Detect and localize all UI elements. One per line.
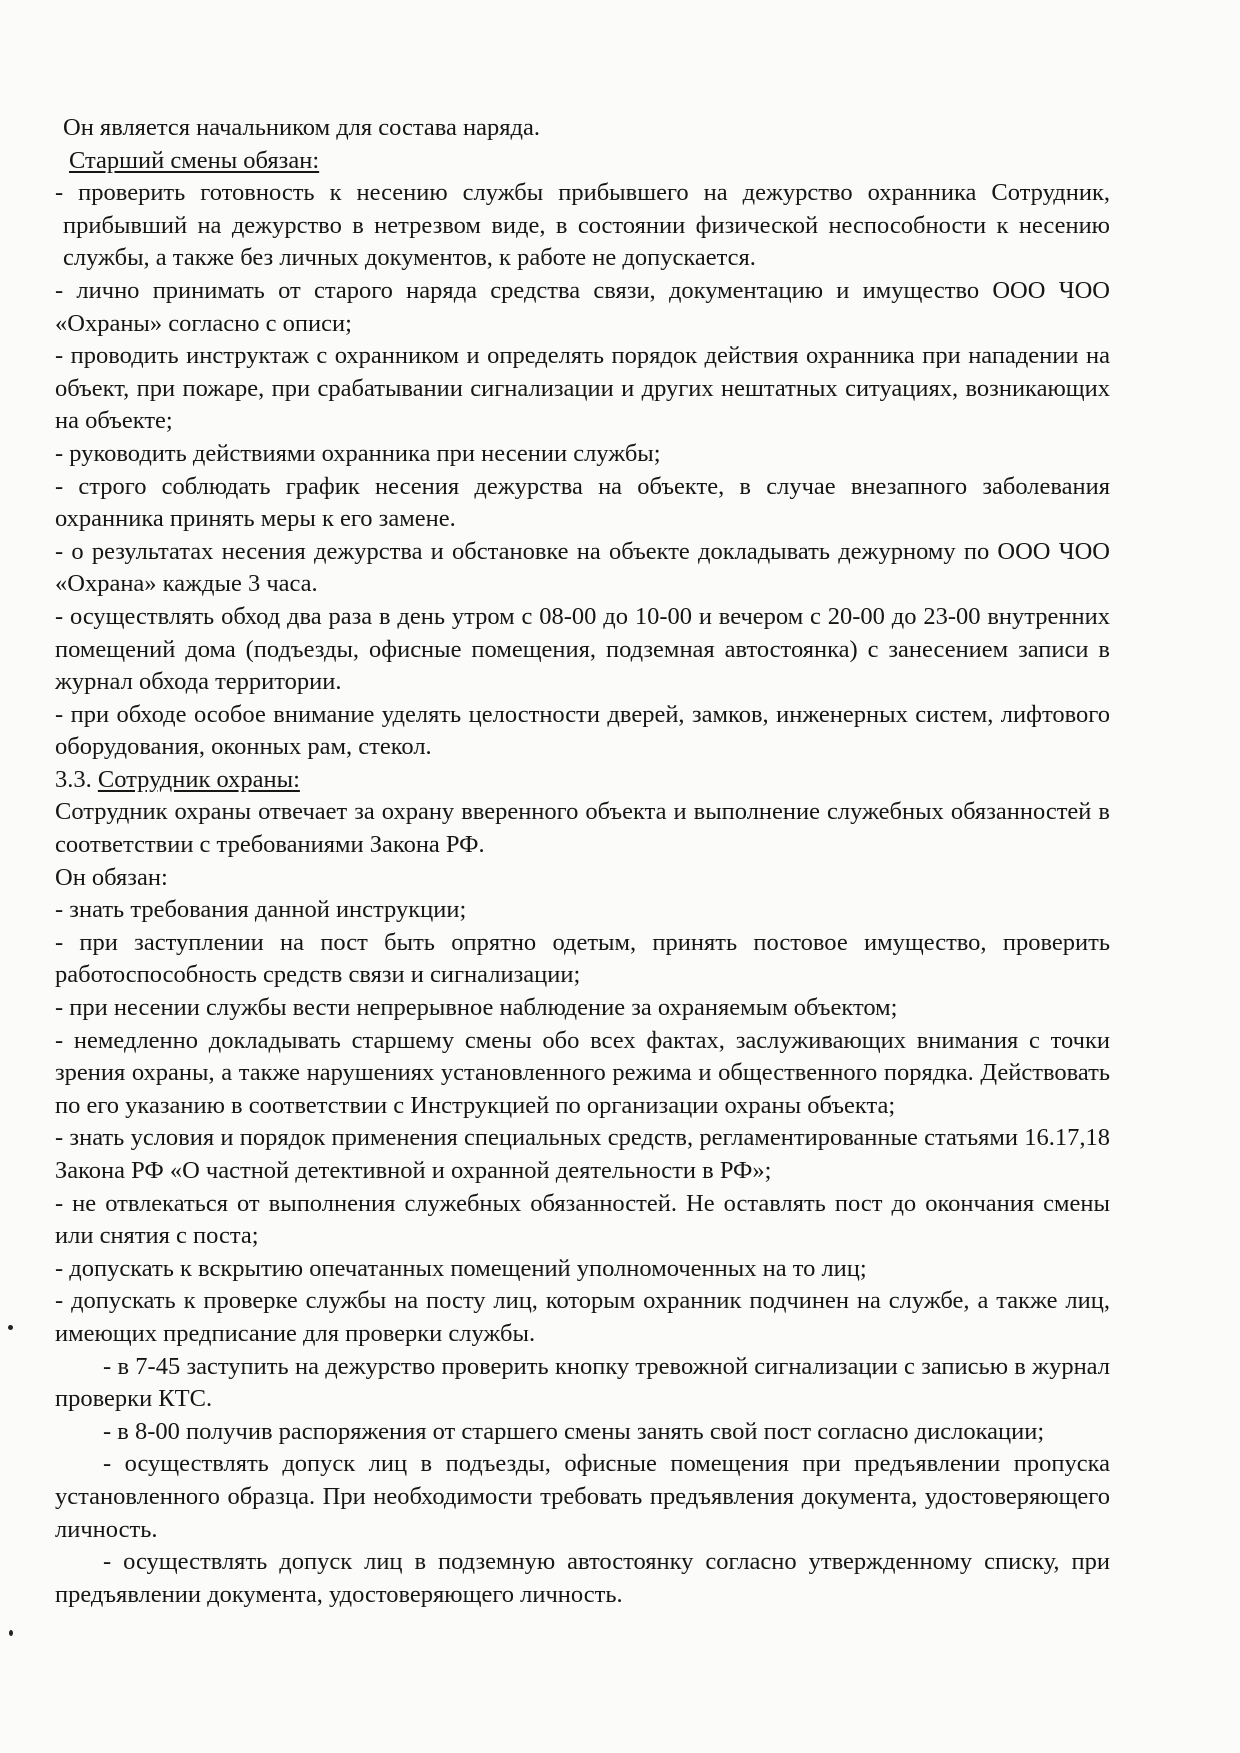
senior-duty-item: - проверить готовность к несению службы прибывшего на дежурство охранника Сотрудник, прибывший на дежурство в нетрезвом виде, в состоянии физической неспособности к несению службы, а также без личных документов, к работе не допускается. <box>55 179 1110 272</box>
senior-duty-item: - лично принимать от старого наряда средства связи, документацию и имущество ООО ЧОО «Охраны» согласно с описи; <box>55 276 1110 337</box>
guard-duty-item: - при несении службы вести непрерывное наблюдение за охраняемым объектом; <box>55 994 898 1022</box>
guard-duty-item: - немедленно докладывать старшему смены обо всех фактах, заслуживающих внимания с точки зрения охраны, а также нарушениях установленного режима и общественного порядка. Действовать по его указанию в соответствии с Инструкцией по организации охраны объекта; <box>55 1026 1110 1119</box>
schedule-duty-item: - осуществлять допуск лиц в подъезды, офисные помещения при предъявлении пропуска установленного образца. При необходимости требовать предъявления документа, удостоверяющего личность. <box>55 1450 1110 1543</box>
guard-duty-item: - при заступлении на пост быть опрятно одетым, принять постовое имущество, проверить работоспособность средств связи и сигнализации; <box>55 928 1110 989</box>
section-intro: Сотрудник охраны отвечает за охрану вверенного объекта и выполнение служебных обязанностей в соответствии с требованиями Закона РФ. <box>55 798 1110 859</box>
guard-duty-item: - знать условия и порядок применения специальных средств, регламентированные статьями 16.17,18 Закона РФ «О частной детективной и охранной деятельности в РФ»; <box>55 1124 1110 1184</box>
senior-shift-heading-text: Старший смены обязан: <box>69 146 320 174</box>
senior-duty-item: - при обходе особое внимание уделять целостности дверей, замков, инженерных систем, лифтового оборудования, оконных рам, стекол. <box>55 700 1110 761</box>
section-heading <box>55 764 1110 797</box>
senior-duty-item: - осуществлять обход два раза в день утром с 08-00 до 10-00 и вечером с 20-00 до 23-00 внутренних помещений дома (подъезды, офисные помещения, подземная автостоянка) с занесением записи в журнал обхода территории. <box>55 602 1110 696</box>
section-number: 3.3. <box>55 765 92 793</box>
schedule-duty-item: - в 8-00 получив распоряжения от старшего смены занять свой пост согласно дислокации; <box>103 1417 1045 1445</box>
schedule-duty-item: - осуществлять допуск лиц в подземную автостоянку согласно утвержденному списку, при предъявлении документа, удостоверяющего личность. <box>55 1548 1110 1608</box>
scan-speck <box>9 1630 13 1636</box>
guard-duties-list <box>55 894 1110 1350</box>
document-body <box>55 112 1110 1611</box>
guard-duty-item: - знать требования данной инструкции; <box>55 896 467 924</box>
senior-duty-item: - проводить инструктаж с охранником и определять порядок действия охранника при нападении на объект, при пожаре, при срабатывании сигнализации и других нештатных ситуациях, возникающих на объекте; <box>55 342 1110 435</box>
guard-duty-item: - допускать к вскрытию опечатанных помещений уполномоченных на то лиц; <box>55 1254 867 1282</box>
schedule-duty-item: - в 7-45 заступить на дежурство проверить кнопку тревожной сигнализации с записью в журнал проверки КТС. <box>55 1352 1110 1413</box>
scan-speck <box>8 1325 13 1330</box>
schedule-duties-list <box>55 1351 1110 1612</box>
intro-text: Он является начальником для состава наряда. <box>63 114 540 141</box>
senior-duty-item: - о результатах несения дежурства и обстановке на объекте докладывать дежурному по ООО ЧОО «Охрана» каждые 3 часа. <box>55 537 1110 598</box>
senior-duty-item: - строго соблюдать график несения дежурства на объекте, в случае внезапного заболевания охранника принять меры к его замене. <box>55 472 1110 533</box>
senior-shift-heading <box>55 145 1110 178</box>
guard-duty-item: - не отвлекаться от выполнения служебных обязанностей. Не оставлять пост до окончания смены или снятия с поста; <box>55 1189 1110 1250</box>
senior-duties-list <box>55 177 1110 764</box>
section-title: Сотрудник охраны: <box>97 765 300 793</box>
guard-duty-item: - допускать к проверке службы на посту лиц, которым охранник подчинен на службе, а также лиц, имеющих предписание для проверки службы. <box>55 1287 1110 1347</box>
obliged-label: Он обязан: <box>55 863 168 891</box>
senior-duty-item: - руководить действиями охранника при несении службы; <box>55 439 661 467</box>
